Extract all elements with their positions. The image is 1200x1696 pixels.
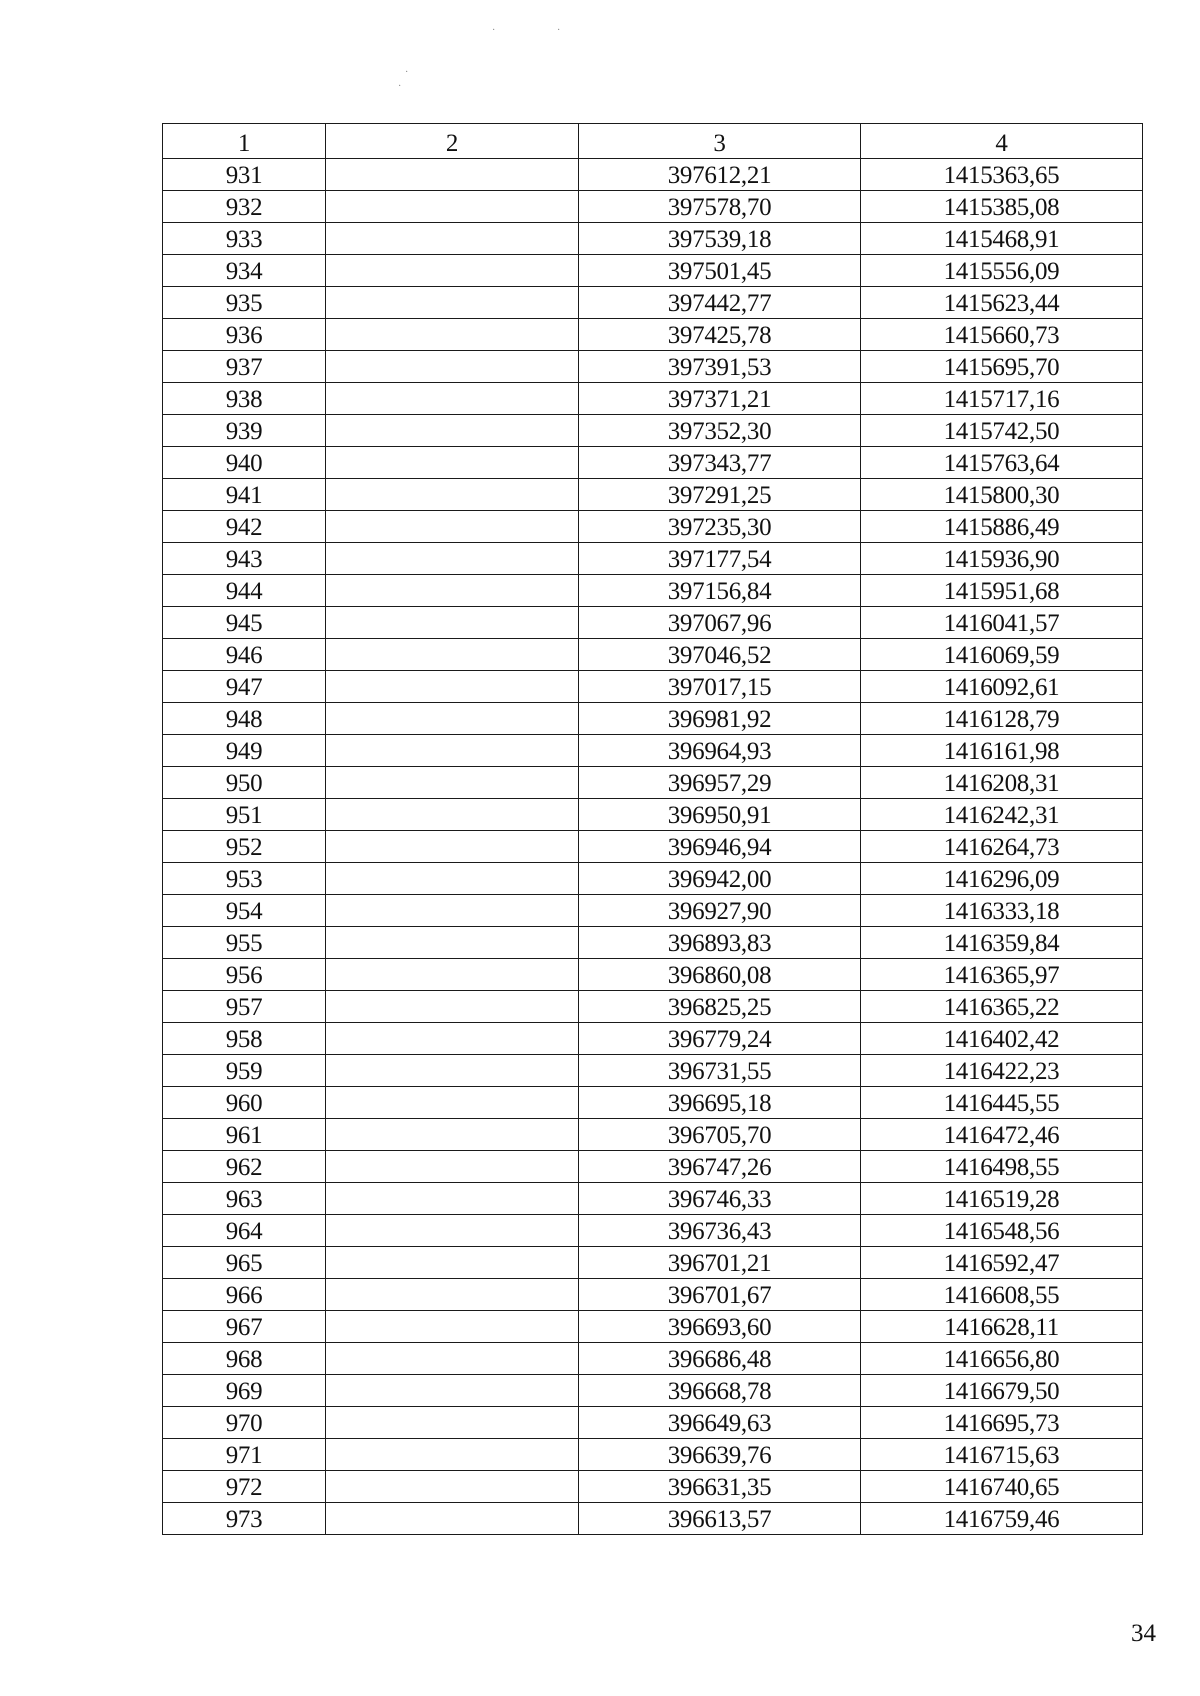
y-coordinate-cell: 1416656,80	[861, 1343, 1143, 1375]
point-number-cell: 960	[163, 1087, 326, 1119]
table-row	[163, 1119, 1143, 1151]
point-number-cell: 934	[163, 255, 326, 287]
point-number-cell: 967	[163, 1311, 326, 1343]
scan-speck: ·	[398, 81, 402, 92]
point-number-cell: 970	[163, 1407, 326, 1439]
y-coordinate-cell: 1416264,73	[861, 831, 1143, 863]
table-row	[163, 1215, 1143, 1247]
table-row	[163, 511, 1143, 543]
y-coordinate-cell: 1415385,08	[861, 191, 1143, 223]
empty-cell	[326, 1119, 579, 1151]
x-coordinate-cell: 397501,45	[579, 255, 861, 287]
table-row	[163, 1471, 1143, 1503]
empty-cell	[326, 479, 579, 511]
y-coordinate-cell: 1416041,57	[861, 607, 1143, 639]
empty-cell	[326, 159, 579, 191]
empty-cell	[326, 511, 579, 543]
y-coordinate-cell: 1416628,11	[861, 1311, 1143, 1343]
y-coordinate-cell: 1416715,63	[861, 1439, 1143, 1471]
table-row	[163, 639, 1143, 671]
x-coordinate-cell: 396705,70	[579, 1119, 861, 1151]
column-header: 4	[861, 124, 1143, 159]
x-coordinate-cell: 397578,70	[579, 191, 861, 223]
y-coordinate-cell: 1416333,18	[861, 895, 1143, 927]
y-coordinate-cell: 1416679,50	[861, 1375, 1143, 1407]
x-coordinate-cell: 397425,78	[579, 319, 861, 351]
y-coordinate-cell: 1415886,49	[861, 511, 1143, 543]
empty-cell	[326, 575, 579, 607]
point-number-cell: 953	[163, 863, 326, 895]
empty-cell	[326, 831, 579, 863]
empty-cell	[326, 351, 579, 383]
table-row	[163, 575, 1143, 607]
empty-cell	[326, 191, 579, 223]
empty-cell	[326, 255, 579, 287]
x-coordinate-cell: 396964,93	[579, 735, 861, 767]
x-coordinate-cell: 397156,84	[579, 575, 861, 607]
x-coordinate-cell: 396731,55	[579, 1055, 861, 1087]
y-coordinate-cell: 1415695,70	[861, 351, 1143, 383]
y-coordinate-cell: 1416242,31	[861, 799, 1143, 831]
y-coordinate-cell: 1416069,59	[861, 639, 1143, 671]
empty-cell	[326, 639, 579, 671]
empty-cell	[326, 1439, 579, 1471]
point-number-cell: 955	[163, 927, 326, 959]
table-row	[163, 479, 1143, 511]
x-coordinate-cell: 397343,77	[579, 447, 861, 479]
column-header: 2	[326, 124, 579, 159]
point-number-cell: 952	[163, 831, 326, 863]
table-header-row	[163, 124, 1143, 159]
empty-cell	[326, 863, 579, 895]
y-coordinate-cell: 1416422,23	[861, 1055, 1143, 1087]
empty-cell	[326, 543, 579, 575]
point-number-cell: 962	[163, 1151, 326, 1183]
y-coordinate-cell: 1416208,31	[861, 767, 1143, 799]
empty-cell	[326, 1343, 579, 1375]
point-number-cell: 936	[163, 319, 326, 351]
point-number-cell: 966	[163, 1279, 326, 1311]
table-row	[163, 895, 1143, 927]
point-number-cell: 971	[163, 1439, 326, 1471]
empty-cell	[326, 991, 579, 1023]
y-coordinate-cell: 1415951,68	[861, 575, 1143, 607]
table-row	[163, 415, 1143, 447]
point-number-cell: 949	[163, 735, 326, 767]
y-coordinate-cell: 1416740,65	[861, 1471, 1143, 1503]
empty-cell	[326, 1279, 579, 1311]
table-row	[163, 383, 1143, 415]
column-header: 3	[579, 124, 861, 159]
x-coordinate-cell: 396957,29	[579, 767, 861, 799]
point-number-cell: 954	[163, 895, 326, 927]
scan-speck: ·	[492, 25, 496, 36]
x-coordinate-cell: 396701,67	[579, 1279, 861, 1311]
point-number-cell: 932	[163, 191, 326, 223]
point-number-cell: 939	[163, 415, 326, 447]
point-number-cell: 944	[163, 575, 326, 607]
y-coordinate-cell: 1416498,55	[861, 1151, 1143, 1183]
table-row	[163, 703, 1143, 735]
point-number-cell: 945	[163, 607, 326, 639]
table-row	[163, 671, 1143, 703]
table-row	[163, 831, 1143, 863]
table-row	[163, 159, 1143, 191]
point-number-cell: 956	[163, 959, 326, 991]
y-coordinate-cell: 1415742,50	[861, 415, 1143, 447]
coordinates-table	[162, 123, 1143, 1535]
empty-cell	[326, 671, 579, 703]
point-number-cell: 951	[163, 799, 326, 831]
table-row	[163, 447, 1143, 479]
point-number-cell: 938	[163, 383, 326, 415]
table-row	[163, 1087, 1143, 1119]
empty-cell	[326, 287, 579, 319]
y-coordinate-cell: 1416365,22	[861, 991, 1143, 1023]
empty-cell	[326, 1215, 579, 1247]
table-row	[163, 927, 1143, 959]
x-coordinate-cell: 396639,76	[579, 1439, 861, 1471]
x-coordinate-cell: 397612,21	[579, 159, 861, 191]
x-coordinate-cell: 396613,57	[579, 1503, 861, 1535]
x-coordinate-cell: 396825,25	[579, 991, 861, 1023]
x-coordinate-cell: 396746,33	[579, 1183, 861, 1215]
x-coordinate-cell: 397177,54	[579, 543, 861, 575]
x-coordinate-cell: 397371,21	[579, 383, 861, 415]
empty-cell	[326, 1503, 579, 1535]
scan-speck: ·	[405, 67, 409, 78]
y-coordinate-cell: 1415936,90	[861, 543, 1143, 575]
point-number-cell: 931	[163, 159, 326, 191]
y-coordinate-cell: 1416359,84	[861, 927, 1143, 959]
table-body	[163, 159, 1143, 1535]
x-coordinate-cell: 396736,43	[579, 1215, 861, 1247]
point-number-cell: 959	[163, 1055, 326, 1087]
empty-cell	[326, 767, 579, 799]
point-number-cell: 933	[163, 223, 326, 255]
empty-cell	[326, 1375, 579, 1407]
point-number-cell: 972	[163, 1471, 326, 1503]
point-number-cell: 957	[163, 991, 326, 1023]
table-row	[163, 1343, 1143, 1375]
point-number-cell: 943	[163, 543, 326, 575]
x-coordinate-cell: 396649,63	[579, 1407, 861, 1439]
y-coordinate-cell: 1416296,09	[861, 863, 1143, 895]
point-number-cell: 947	[163, 671, 326, 703]
table-row	[163, 1055, 1143, 1087]
x-coordinate-cell: 396950,91	[579, 799, 861, 831]
x-coordinate-cell: 397046,52	[579, 639, 861, 671]
x-coordinate-cell: 396981,92	[579, 703, 861, 735]
x-coordinate-cell: 397291,25	[579, 479, 861, 511]
y-coordinate-cell: 1416519,28	[861, 1183, 1143, 1215]
empty-cell	[326, 1055, 579, 1087]
empty-cell	[326, 703, 579, 735]
x-coordinate-cell: 396668,78	[579, 1375, 861, 1407]
point-number-cell: 963	[163, 1183, 326, 1215]
point-number-cell: 969	[163, 1375, 326, 1407]
x-coordinate-cell: 397391,53	[579, 351, 861, 383]
x-coordinate-cell: 396946,94	[579, 831, 861, 863]
x-coordinate-cell: 397442,77	[579, 287, 861, 319]
y-coordinate-cell: 1416759,46	[861, 1503, 1143, 1535]
empty-cell	[326, 1183, 579, 1215]
empty-cell	[326, 447, 579, 479]
table-row	[163, 351, 1143, 383]
empty-cell	[326, 735, 579, 767]
point-number-cell: 941	[163, 479, 326, 511]
y-coordinate-cell: 1416092,61	[861, 671, 1143, 703]
y-coordinate-cell: 1416128,79	[861, 703, 1143, 735]
empty-cell	[326, 319, 579, 351]
x-coordinate-cell: 396927,90	[579, 895, 861, 927]
y-coordinate-cell: 1416161,98	[861, 735, 1143, 767]
y-coordinate-cell: 1415660,73	[861, 319, 1143, 351]
y-coordinate-cell: 1415800,30	[861, 479, 1143, 511]
x-coordinate-cell: 396942,00	[579, 863, 861, 895]
x-coordinate-cell: 397352,30	[579, 415, 861, 447]
point-number-cell: 965	[163, 1247, 326, 1279]
point-number-cell: 958	[163, 1023, 326, 1055]
y-coordinate-cell: 1416365,97	[861, 959, 1143, 991]
table-row	[163, 1375, 1143, 1407]
y-coordinate-cell: 1416445,55	[861, 1087, 1143, 1119]
x-coordinate-cell: 396631,35	[579, 1471, 861, 1503]
empty-cell	[326, 1407, 579, 1439]
page-number: 34	[1131, 1620, 1156, 1647]
empty-cell	[326, 799, 579, 831]
table-row	[163, 1023, 1143, 1055]
table-row	[163, 1439, 1143, 1471]
table-row	[163, 1151, 1143, 1183]
x-coordinate-cell: 396747,26	[579, 1151, 861, 1183]
y-coordinate-cell: 1416472,46	[861, 1119, 1143, 1151]
x-coordinate-cell: 396693,60	[579, 1311, 861, 1343]
point-number-cell: 948	[163, 703, 326, 735]
y-coordinate-cell: 1415717,16	[861, 383, 1143, 415]
table-row	[163, 607, 1143, 639]
x-coordinate-cell: 397067,96	[579, 607, 861, 639]
y-coordinate-cell: 1416548,56	[861, 1215, 1143, 1247]
empty-cell	[326, 383, 579, 415]
table-row	[163, 863, 1143, 895]
table-row	[163, 1503, 1143, 1535]
y-coordinate-cell: 1415363,65	[861, 159, 1143, 191]
table-row	[163, 991, 1143, 1023]
empty-cell	[326, 1151, 579, 1183]
point-number-cell: 961	[163, 1119, 326, 1151]
empty-cell	[326, 1247, 579, 1279]
empty-cell	[326, 1023, 579, 1055]
point-number-cell: 946	[163, 639, 326, 671]
y-coordinate-cell: 1415556,09	[861, 255, 1143, 287]
point-number-cell: 937	[163, 351, 326, 383]
point-number-cell: 973	[163, 1503, 326, 1535]
table-row	[163, 959, 1143, 991]
empty-cell	[326, 1471, 579, 1503]
table-row	[163, 799, 1143, 831]
y-coordinate-cell: 1415468,91	[861, 223, 1143, 255]
empty-cell	[326, 1087, 579, 1119]
y-coordinate-cell: 1415763,64	[861, 447, 1143, 479]
point-number-cell: 964	[163, 1215, 326, 1247]
point-number-cell: 968	[163, 1343, 326, 1375]
table-row	[163, 319, 1143, 351]
x-coordinate-cell: 396701,21	[579, 1247, 861, 1279]
x-coordinate-cell: 396686,48	[579, 1343, 861, 1375]
table-row	[163, 543, 1143, 575]
table-row	[163, 223, 1143, 255]
empty-cell	[326, 415, 579, 447]
x-coordinate-cell: 396860,08	[579, 959, 861, 991]
empty-cell	[326, 959, 579, 991]
empty-cell	[326, 1311, 579, 1343]
table-row	[163, 1407, 1143, 1439]
point-number-cell: 942	[163, 511, 326, 543]
y-coordinate-cell: 1415623,44	[861, 287, 1143, 319]
x-coordinate-cell: 396893,83	[579, 927, 861, 959]
point-number-cell: 940	[163, 447, 326, 479]
column-header: 1	[163, 124, 326, 159]
empty-cell	[326, 607, 579, 639]
table-row	[163, 735, 1143, 767]
y-coordinate-cell: 1416695,73	[861, 1407, 1143, 1439]
point-number-cell: 935	[163, 287, 326, 319]
table-row	[163, 1183, 1143, 1215]
point-number-cell: 950	[163, 767, 326, 799]
empty-cell	[326, 223, 579, 255]
x-coordinate-cell: 396695,18	[579, 1087, 861, 1119]
x-coordinate-cell: 397235,30	[579, 511, 861, 543]
x-coordinate-cell: 397017,15	[579, 671, 861, 703]
y-coordinate-cell: 1416592,47	[861, 1247, 1143, 1279]
table-row	[163, 287, 1143, 319]
table-row	[163, 191, 1143, 223]
table-row	[163, 767, 1143, 799]
table-row	[163, 255, 1143, 287]
table-row	[163, 1247, 1143, 1279]
x-coordinate-cell: 397539,18	[579, 223, 861, 255]
scan-speck: ·	[557, 25, 561, 36]
table-row	[163, 1279, 1143, 1311]
empty-cell	[326, 895, 579, 927]
table-row	[163, 1311, 1143, 1343]
empty-cell	[326, 927, 579, 959]
x-coordinate-cell: 396779,24	[579, 1023, 861, 1055]
y-coordinate-cell: 1416402,42	[861, 1023, 1143, 1055]
y-coordinate-cell: 1416608,55	[861, 1279, 1143, 1311]
